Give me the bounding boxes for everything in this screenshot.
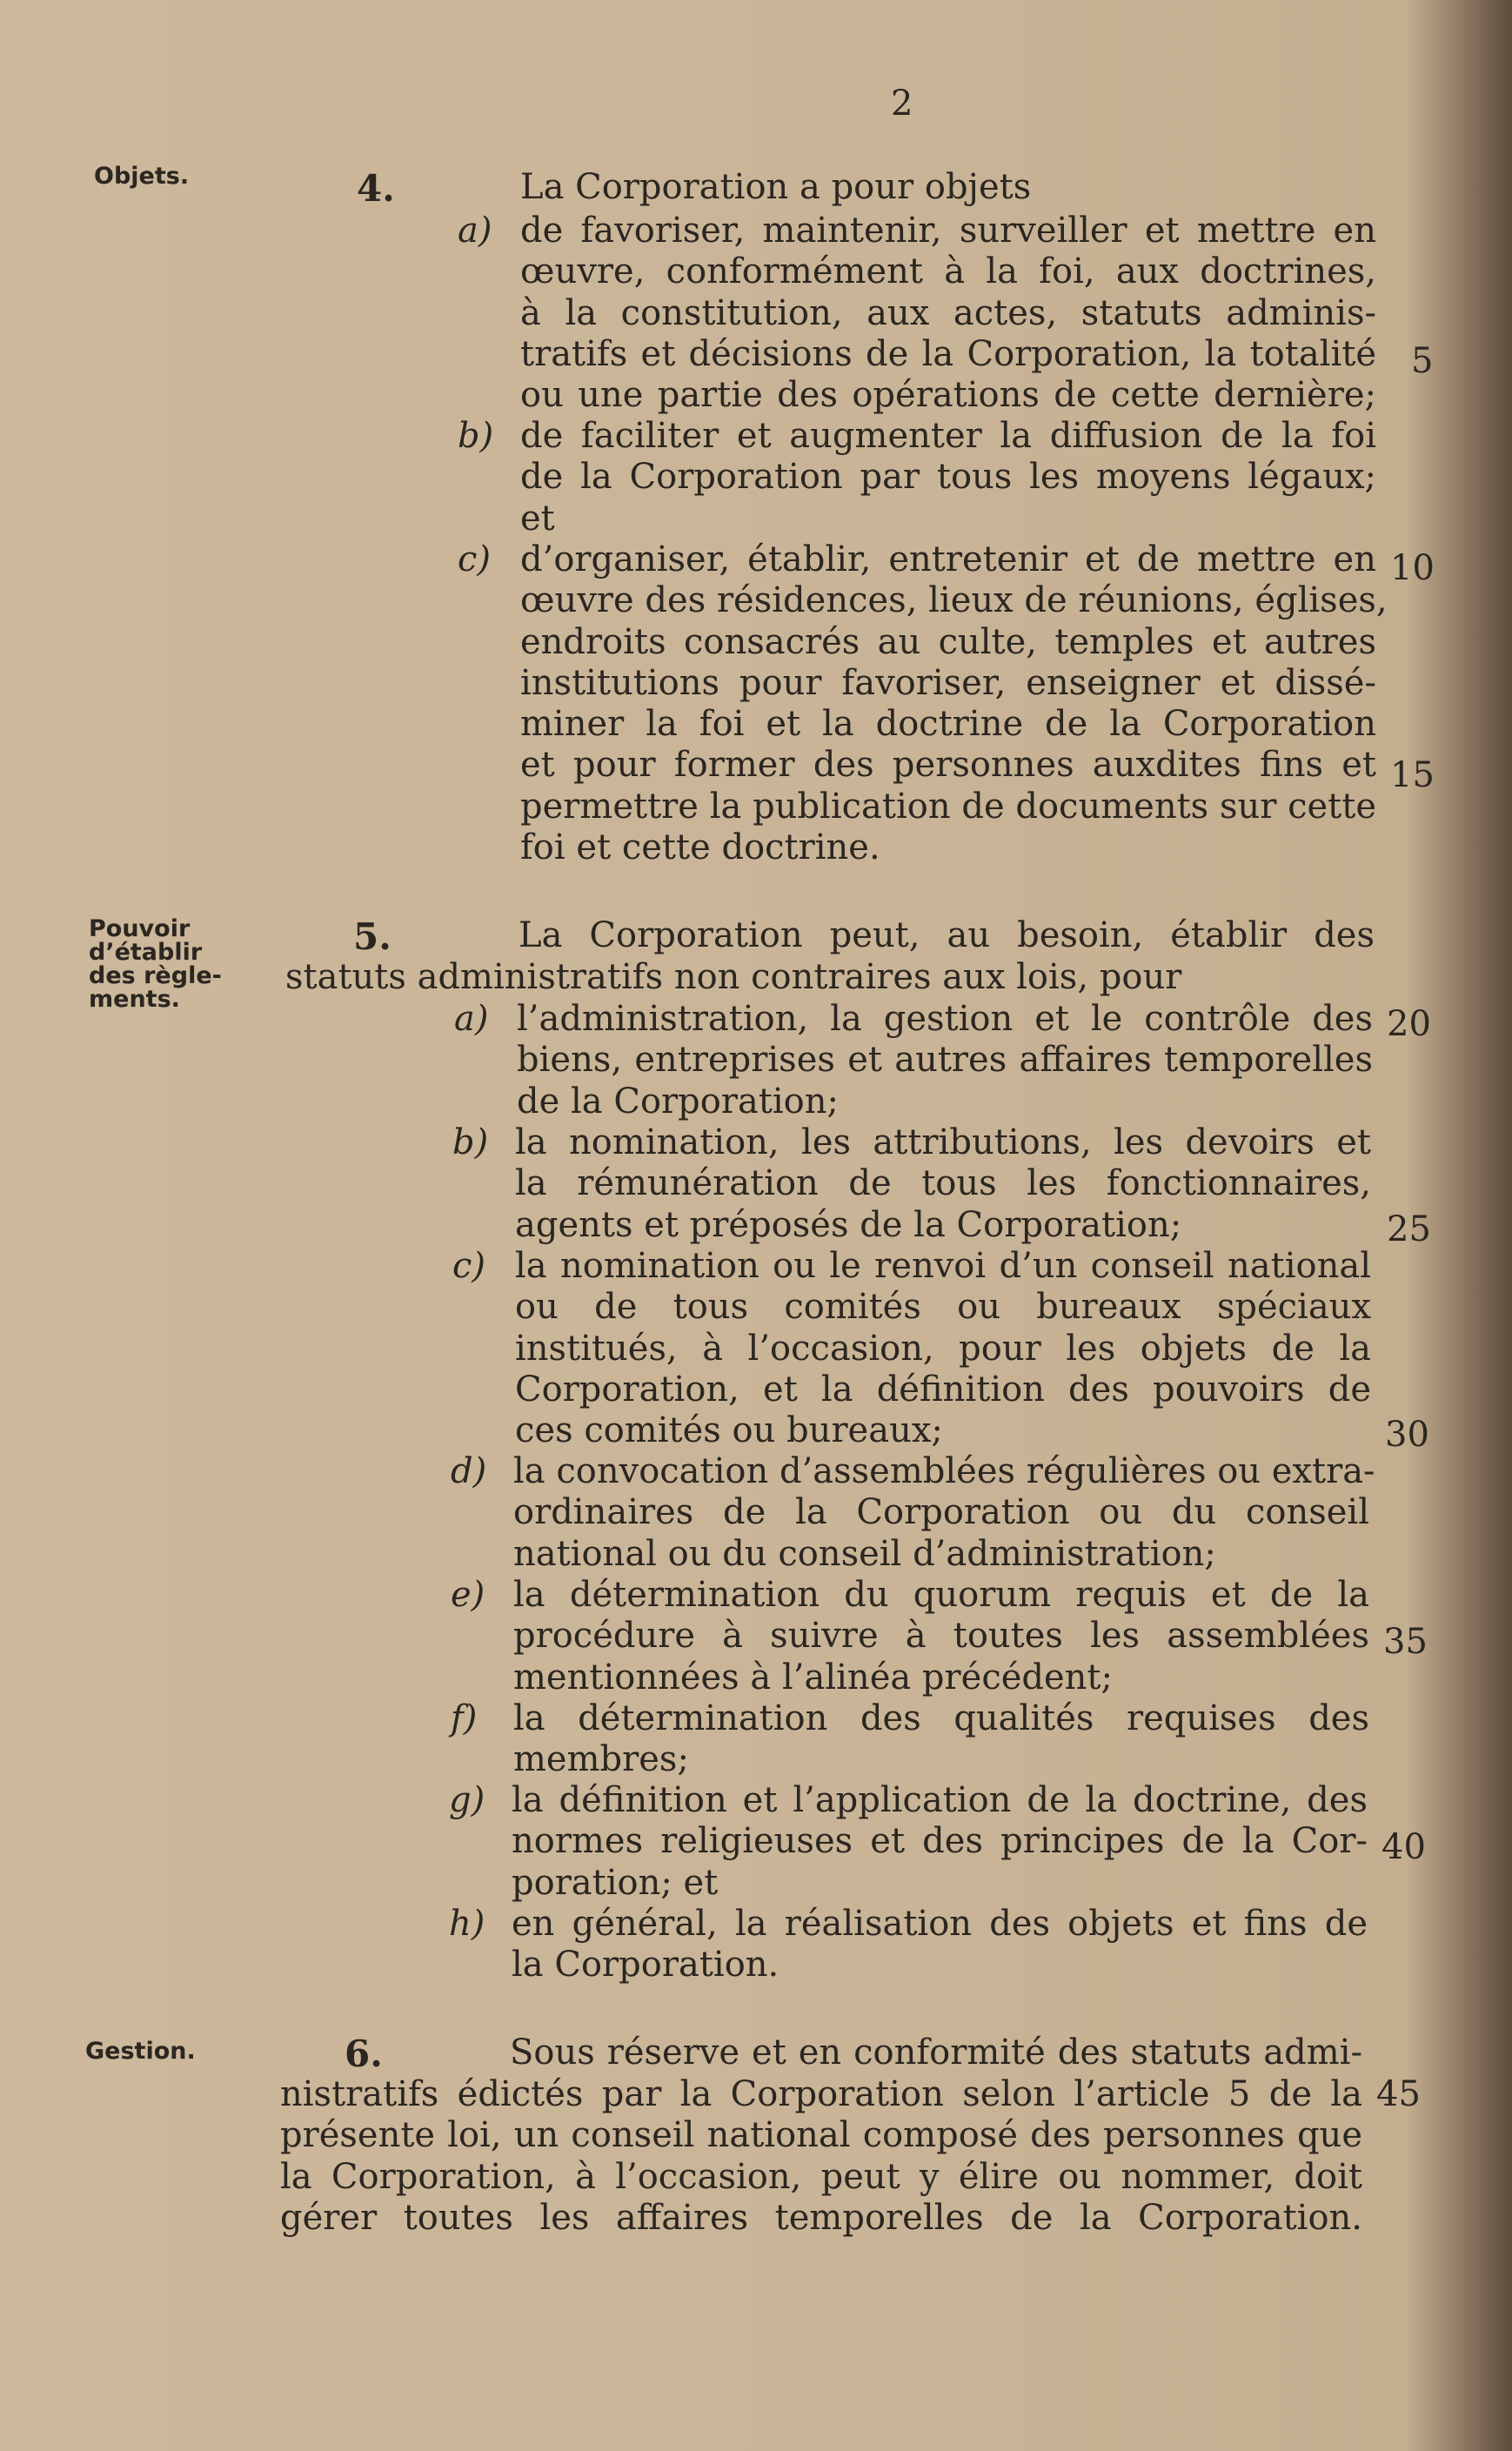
- margin-note-objets: Objets.: [94, 163, 190, 190]
- text-line: permettre la publication de documents sur cette: [520, 786, 1376, 827]
- line-number-20: 20: [1387, 1004, 1431, 1044]
- section-5-intro-second: [285, 957, 1242, 998]
- section-5-item-f: [513, 1698, 1369, 1781]
- margin-note-gestion: Gestion.: [85, 2038, 196, 2065]
- text-line: de la Corporation;: [517, 1081, 839, 1122]
- text-line: la définition et l’application de la doctrine, des: [512, 1780, 1368, 1820]
- text-line: statuts administratifs non contraires aux lois, pour: [285, 957, 1182, 997]
- line-number-45: 45: [1376, 2074, 1421, 2114]
- text-line: La Corporation peut, au besoin, établir des: [518, 915, 1375, 955]
- section-5-item-e-label: e): [451, 1575, 485, 1615]
- text-line: et pour former des personnes auxdites fins et: [520, 745, 1376, 786]
- section-4-item-a: [520, 211, 1376, 416]
- section-4-item-a-label: a): [458, 211, 492, 251]
- text-line: agents et préposés de la Corporation;: [515, 1204, 1182, 1245]
- text-line: l’administration, la gestion et le contrôle des: [517, 999, 1373, 1039]
- text-line: la rémunération de tous les fonctionnaires,: [515, 1163, 1371, 1204]
- text-line: tratifs et décisions de la Corporation, la totalité: [520, 333, 1376, 374]
- text-line: procédure à suivre à toutes les assemblées: [513, 1616, 1369, 1657]
- text-line: la Corporation.: [512, 1945, 779, 1986]
- section-4-item-c-label: c): [458, 539, 492, 579]
- text-line: national ou du conseil d’administration;: [513, 1533, 1216, 1574]
- section-4-item-c: [520, 539, 1388, 868]
- section-4-intro: La Corporation a pour objets: [520, 167, 1032, 207]
- text-line: institués, à l’occasion, pour les objets de la: [515, 1328, 1371, 1369]
- section-5-item-c-label: c): [452, 1246, 486, 1286]
- text-line: miner la foi et la doctrine de la Corporation: [520, 704, 1376, 745]
- text-line: la convocation d’assemblées régulières ou extra-: [513, 1451, 1375, 1491]
- section-5-item-b-label: b): [452, 1122, 489, 1162]
- text-line: nistratifs édictés par la Corporation selon l’article 5 de la: [280, 2074, 1362, 2114]
- text-line: normes religieuses et des principes de la Cor-: [512, 1821, 1368, 1862]
- section-5-item-c: [515, 1246, 1371, 1451]
- section-4-number: 4.: [357, 167, 395, 210]
- text-line: la Corporation, à l’occasion, peut y élire ou nommer, doit: [280, 2156, 1362, 2197]
- page-number: 2: [891, 84, 913, 124]
- text-line: endroits consacrés au culte, temples et autres: [520, 621, 1376, 662]
- text-line: œuvre des résidences, lieux de réunions, églises,: [520, 580, 1388, 621]
- text-line: œuvre, conformément à la foi, aux doctrines,: [520, 251, 1376, 292]
- text-line: et: [520, 498, 555, 539]
- text-line: poration; et: [512, 1862, 719, 1903]
- text-line: la nomination, les attributions, les devoirs et: [515, 1122, 1371, 1162]
- text-line: Corporation, et la définition des pouvoirs de: [515, 1369, 1371, 1410]
- section-5-item-a: [517, 999, 1373, 1122]
- section-6-number: 6.: [345, 2032, 383, 2075]
- text-line: ces comités ou bureaux;: [515, 1410, 943, 1451]
- section-5-item-d-label: d): [451, 1451, 487, 1491]
- text-line: foi et cette doctrine.: [520, 827, 880, 868]
- text-line: la détermination du quorum requis et de la: [513, 1575, 1369, 1615]
- line-number-30: 30: [1385, 1415, 1429, 1455]
- text-line: de favoriser, maintenir, surveiller et mettre en: [520, 211, 1376, 251]
- text-line: en général, la réalisation des objets et fins de: [512, 1904, 1368, 1944]
- text-line: de faciliter et augmenter la diffusion de la foi: [520, 416, 1376, 456]
- section-4-item-b: [520, 416, 1376, 539]
- text-line: institutions pour favoriser, enseigner et dissé-: [520, 662, 1376, 703]
- section-5-item-h: [512, 1904, 1368, 1986]
- text-line: membres;: [513, 1739, 689, 1780]
- line-number-35: 35: [1383, 1622, 1428, 1662]
- section-5-item-d: [513, 1451, 1375, 1575]
- text-line: ordinaires de la Corporation ou du conseil: [513, 1492, 1369, 1533]
- section-5-item-g-label: g): [449, 1780, 485, 1820]
- text-line: mentionnées à l’alinéa précédent;: [513, 1657, 1113, 1698]
- text-line: à la constitution, aux actes, statuts adminis-: [520, 292, 1376, 333]
- section-6-body: [280, 2074, 1362, 2239]
- text-line: d’organiser, établir, entretenir et de mettre en: [520, 539, 1376, 579]
- line-number-10: 10: [1390, 548, 1435, 588]
- text-line: biens, entreprises et autres affaires temporelles: [517, 1040, 1373, 1081]
- section-5-item-f-label: f): [451, 1698, 478, 1738]
- text-line: gérer toutes les affaires temporelles de la Corporation.: [280, 2197, 1362, 2238]
- section-5-item-h-label: h): [449, 1904, 485, 1944]
- line-number-15: 15: [1390, 755, 1435, 795]
- line-number-5: 5: [1411, 341, 1434, 381]
- margin-note-pouvoir: Pouvoir d’établir des règle- ments.: [89, 915, 222, 1013]
- text-line: ou de tous comités ou bureaux spéciaux: [515, 1287, 1371, 1328]
- text-line: présente loi, un conseil national composé des personnes que: [280, 2115, 1362, 2156]
- line-number-25: 25: [1387, 1209, 1431, 1249]
- text-line: ou une partie des opérations de cette dernière;: [520, 375, 1376, 416]
- text-line: la détermination des qualités requises des: [513, 1698, 1369, 1738]
- section-5-item-e: [513, 1575, 1369, 1698]
- section-5-number: 5.: [353, 915, 391, 958]
- text-line: de la Corporation par tous les moyens légaux;: [520, 457, 1376, 498]
- section-5-item-a-label: a): [454, 999, 489, 1039]
- text-line: la nomination ou le renvoi d’un conseil national: [515, 1246, 1371, 1286]
- section-6-first-line: [510, 2032, 1362, 2073]
- section-5-item-b: [515, 1122, 1371, 1246]
- section-5-intro-first: [518, 915, 1375, 956]
- section-4-item-b-label: b): [458, 416, 494, 456]
- text-line: Sous réserve et en conformité des statuts admi-: [510, 2032, 1362, 2073]
- section-5-item-g: [512, 1780, 1368, 1904]
- line-number-40: 40: [1382, 1827, 1426, 1867]
